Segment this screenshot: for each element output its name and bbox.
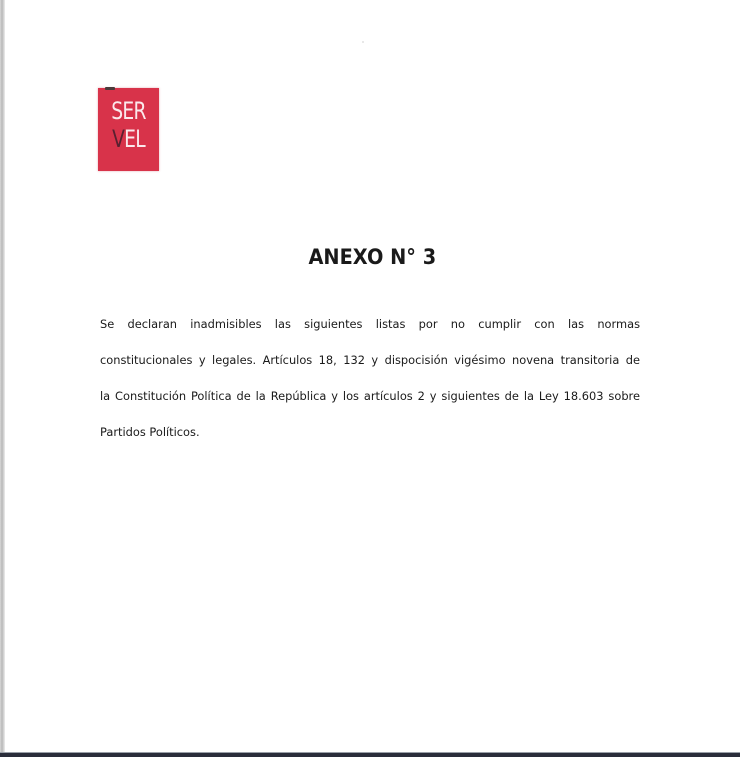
document-page bbox=[5, 0, 740, 752]
logo-text-line1: SER bbox=[111, 97, 146, 125]
page-artifact bbox=[362, 41, 364, 43]
logo-letter-v: V bbox=[112, 125, 125, 153]
paragraph-line: Partidos Políticos. bbox=[100, 425, 200, 439]
paragraph-line: la Constitución Política de la República y los artículos 2 y siguientes de la Ley 18.603 sobre bbox=[100, 389, 640, 403]
servel-logo bbox=[98, 88, 159, 171]
paragraph-line: Se declaran inadmisibles las siguientes listas por no cumplir con las normas bbox=[100, 317, 640, 331]
taskbar-edge bbox=[0, 752, 740, 757]
logo-letters-el: EL bbox=[124, 125, 145, 153]
document-paragraph bbox=[100, 306, 640, 450]
logo-text-line2 bbox=[105, 126, 153, 152]
logo-mark bbox=[105, 87, 115, 90]
paragraph-line: constitucionales y legales. Artículos 18, 132 y dispocisión vigésimo novena transitoria de bbox=[100, 353, 640, 367]
document-title: ANEXO N° 3 bbox=[308, 245, 437, 269]
